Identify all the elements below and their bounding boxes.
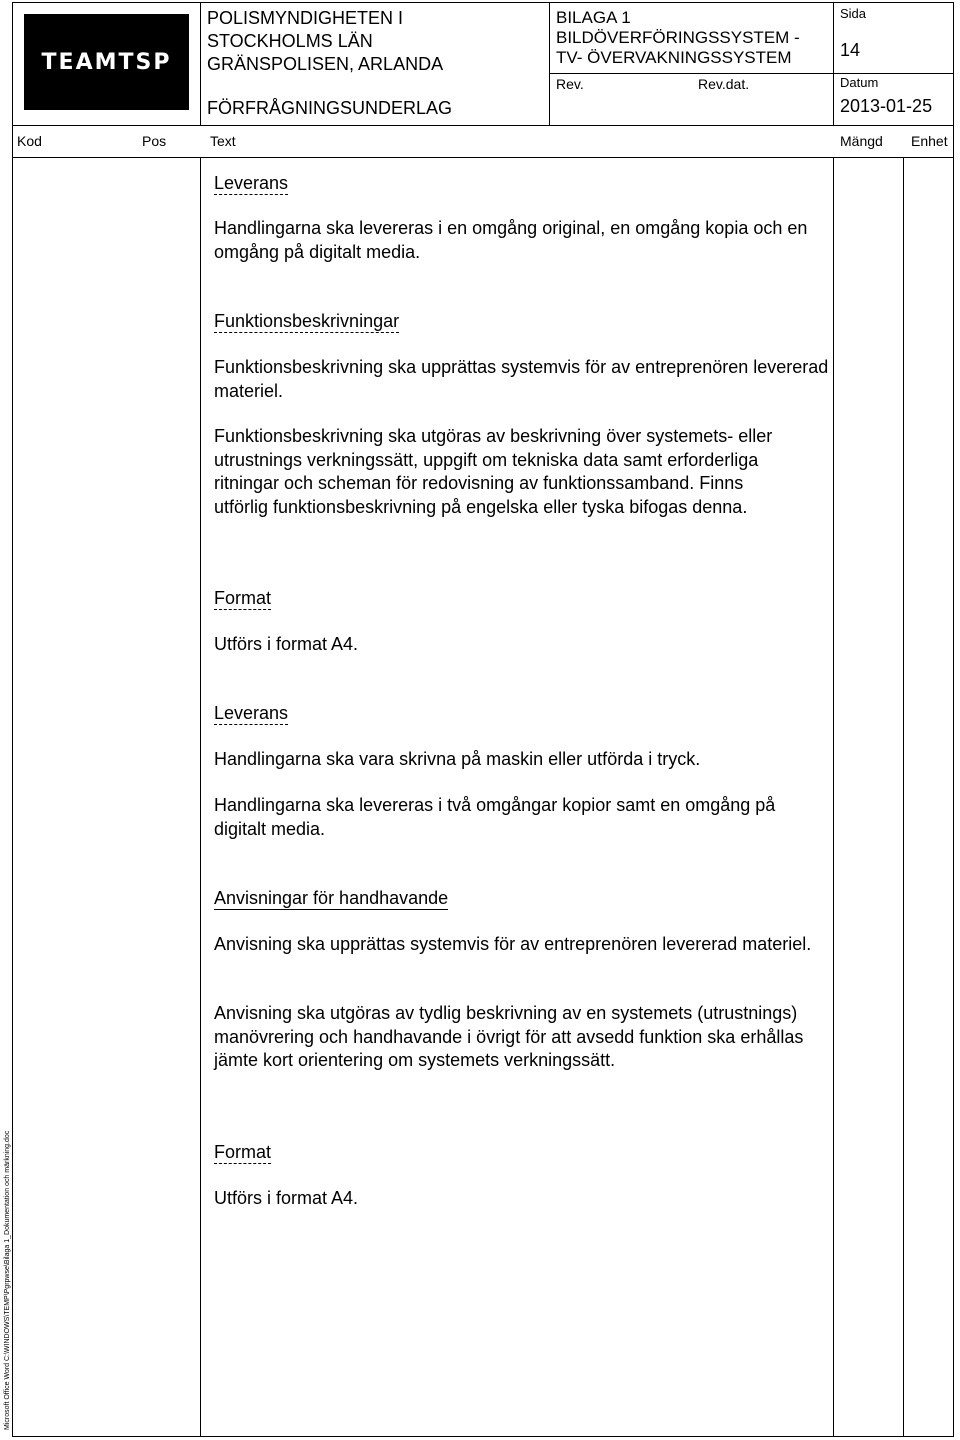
header-divider (549, 73, 954, 74)
file-path-note (3, 1100, 11, 1430)
sida-value: 14 (840, 40, 861, 60)
header-divider (200, 2, 201, 125)
datum-label: Datum (840, 75, 879, 90)
bilaga-line-1: BILAGA 1 (556, 8, 631, 27)
column-header-kod: Kod (17, 133, 42, 149)
section-paragraph: Funktionsbeskrivning ska utgöras av beskrivning över systemets- eller utrustnings verkningssätt, uppgift om tekniska data samt erforderliga ritningar och scheman för redovisning av funktionssamband. Finns utförlig funktionsbeskrivning på engelska eller tyska bifogas denna. (214, 426, 773, 517)
section-heading: Format (214, 588, 272, 608)
file-path-text: Microsoft Office Word C:\WINDOWS\TEMP\Pgrpwse\Bilaga 1_Dokumentation och märkning.doc (4, 1130, 11, 1430)
section-heading: Format (214, 1142, 272, 1162)
teamtsp-logo (24, 14, 189, 110)
section-paragraph: Utförs i format A4. (214, 1188, 359, 1208)
header-divider (833, 2, 834, 125)
bilaga-line-3: TV- ÖVERVAKNINGSSYSTEM (556, 48, 792, 67)
rev-label: Rev. (556, 76, 584, 92)
org-line-2: STOCKHOLMS LÄN (207, 31, 373, 51)
column-divider (200, 157, 201, 1437)
section-heading: Leverans (214, 173, 289, 193)
section-leverans-2 (214, 702, 288, 726)
logo-text: TEAMTSP (41, 49, 172, 75)
section-anvisningar (214, 887, 448, 911)
column-header-enhet: Enhet (911, 133, 948, 149)
section-heading: Anvisningar för handhavande (214, 888, 449, 908)
column-header-mangd: Mängd (840, 133, 883, 149)
section-paragraph: Utförs i format A4. (214, 634, 359, 654)
section-format-2 (214, 1141, 271, 1165)
section-paragraph: Handlingarna ska levereras i en omgång original, en omgång kopia och en omgång på digitalt media. (214, 218, 808, 262)
revdat-label: Rev.dat. (698, 76, 750, 92)
section-format-1 (214, 587, 271, 611)
org-line-1: POLISMYNDIGHETEN I (207, 8, 404, 28)
column-header-divider (12, 157, 954, 158)
section-heading: Leverans (214, 703, 289, 723)
org-line-3: GRÄNSPOLISEN, ARLANDA (207, 54, 444, 74)
header-divider (12, 125, 954, 126)
column-header-text: Text (210, 133, 236, 149)
section-paragraph: Anvisning ska utgöras av tydlig beskrivning av en systemets (utrustnings) manövrering och handhavande i övrigt för att avsedd funktion ska erhållas jämte kort orientering om systemets verkningssätt. (214, 1003, 804, 1070)
bilaga-line-2: BILDÖVERFÖRINGSSYSTEM - (556, 28, 800, 47)
doc-type: FÖRFRÅGNINGSUNDERLAG (207, 98, 453, 118)
header-divider (549, 2, 550, 125)
datum-value: 2013-01-25 (840, 96, 933, 116)
column-divider (903, 157, 904, 1437)
sida-label: Sida (840, 6, 867, 21)
column-header-pos: Pos (142, 133, 167, 149)
section-paragraph: Handlingarna ska levereras i två omgångar kopior samt en omgång på digitalt media. (214, 795, 776, 839)
section-paragraph: Funktionsbeskrivning ska upprättas systemvis för av entreprenören levererad materiel. (214, 357, 829, 401)
section-heading: Funktionsbeskrivningar (214, 311, 400, 331)
section-leverans-1 (214, 172, 288, 196)
column-divider (833, 157, 834, 1437)
section-funktionsbeskrivningar (214, 310, 399, 334)
section-paragraph: Handlingarna ska vara skrivna på maskin eller utförda i tryck. (214, 749, 701, 769)
section-paragraph: Anvisning ska upprättas systemvis för av entreprenören levererad materiel. (214, 934, 812, 954)
